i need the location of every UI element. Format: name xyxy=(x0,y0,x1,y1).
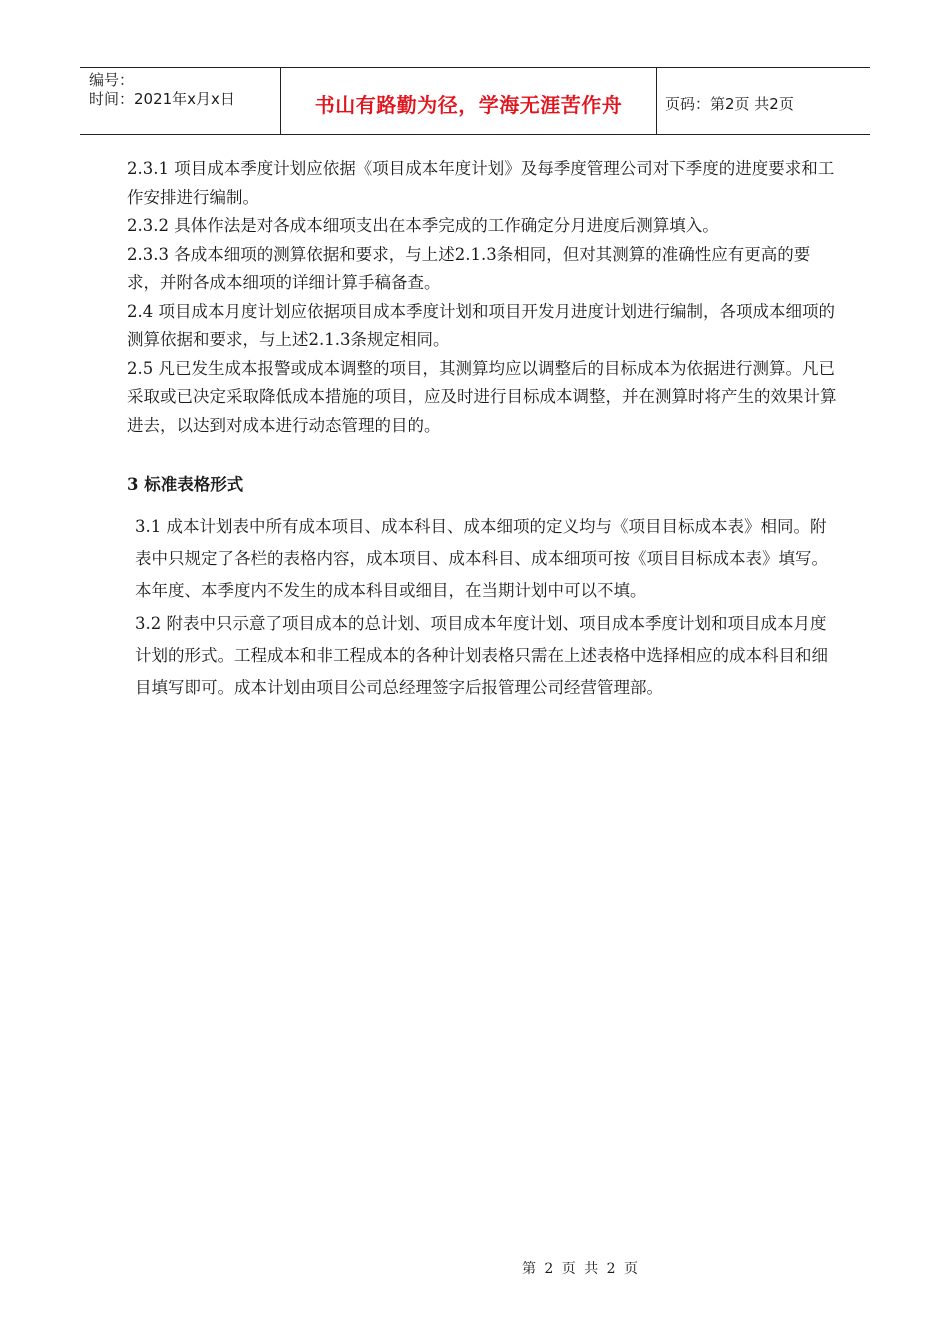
header-page-code: 页码：第2页 共2页 xyxy=(665,94,794,113)
page-header xyxy=(80,67,870,135)
paragraph-2-4: 2.4 项目成本月度计划应依据项目成本季度计划和项目开发月进度计划进行编制，各项成本细项的测算依据和要求，与上述2.1.3条规定相同。 xyxy=(127,301,835,349)
section-2 xyxy=(127,155,842,440)
paragraph-3-2: 3.2 附表中只示意了项目成本的总计划、项目成本年度计划、项目成本季度计划和项目成本月度计划的形式。工程成本和非工程成本的各种计划表格只需在上述表格中选择相应的成本科目和细目填写即可。成本计划由项目公司总经理签字后报管理公司经营管理部。 xyxy=(135,614,828,697)
paragraph-3-1: 3.1 成本计划表中所有成本项目、成本科目、成本细项的定义均与《项目目标成本表》相同。附表中只规定了各栏的表格内容，成本项目、成本科目、成本细项可按《项目目标成本表》填写。本年度、本季度内不发生的成本科目或细目，在当期计划中可以不填。 xyxy=(135,517,828,600)
document-body xyxy=(127,155,842,704)
section-3 xyxy=(127,511,842,704)
document-number-label: 编号： xyxy=(89,71,135,89)
paragraph-2-3-2: 2.3.2 具体作法是对各成本细项支出在本季完成的工作确定分月进度后测算填入。 xyxy=(127,216,719,235)
paragraph-2-3-1: 2.3.1 项目成本季度计划应依据《项目成本年度计划》及每季度管理公司对下季度的进度要求和工作安排进行编制。 xyxy=(127,159,835,207)
paragraph-2-5: 2.5 凡已发生成本报警或成本调整的项目，其测算均应以调整后的目标成本为依据进行测算。凡已采取或已决定采取降低成本措施的项目，应及时进行目标成本调整，并在测算时将产生的效果计算进去，以达到对成本进行动态管理的目的。 xyxy=(127,358,837,435)
header-motto: 书山有路勤为径，学海无涯苦作舟 xyxy=(281,68,657,134)
paragraph-2-3-3: 2.3.3 各成本细项的测算依据和要求，与上述2.1.3条相同，但对其测算的准确性应有更高的要求，并附各成本细项的详细计算手稿备查。 xyxy=(127,244,811,292)
header-meta xyxy=(80,68,281,134)
section-3-heading: 3 标准表格形式 xyxy=(127,475,244,494)
document-time-label: 时间：2021年x月x日 xyxy=(89,90,235,108)
page-footer: 第 2 页 共 2 页 xyxy=(521,1261,639,1277)
